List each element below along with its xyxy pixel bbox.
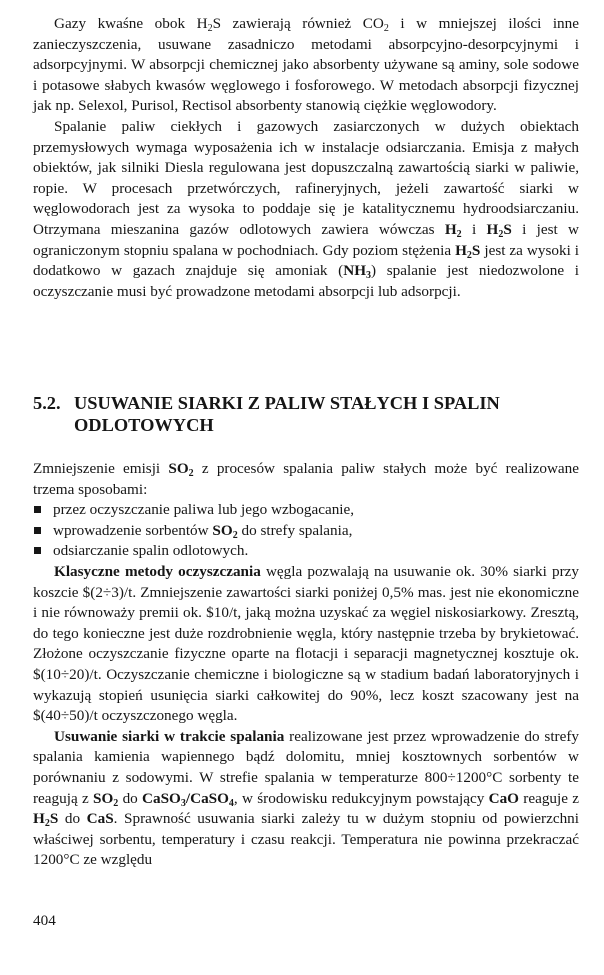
list-item-text: przez oczyszczanie paliwa lub jego wzbogacanie,	[53, 501, 355, 519]
page-number: 404	[33, 912, 56, 929]
bullet-square-icon	[34, 506, 41, 513]
section-number: 5.2.	[33, 393, 61, 413]
list-item	[33, 521, 579, 542]
intro-text	[33, 14, 579, 302]
bullet-square-icon	[34, 547, 41, 554]
cleaning-methods-paragraph: Klasyczne metody oczyszczania węgla pozwalają na usuwanie ok. 30% siarki przy koszcie $(2÷3)/t. Zmniejszenie zawartości siarki poniżej 0,5% mas. jest nie ekonomiczne i nie równoważy premii ok. $10/t, jaką można uzyskać za węgiel niskosiarkowy. Zresztą, do tego konieczne jest duże rozdrobnienie węgla, który następnie trzeba by brykietować. Złożone oczyszczanie fizyczne oparte na flotacji i separacji magnetycznej kosztuje ok. $(10÷20)/t. Oczyszczanie chemiczne i biologiczne są w stadium badań laboratoryjnych i wykazują stopień usunięcia siarki całkowitej do 90%, lecz koszt szacowany jest na $(40÷50)/t oczyszczonego węgla.	[33, 562, 579, 725]
section-title-line2: ODLOTOWYCH	[74, 415, 214, 435]
section-heading	[33, 392, 583, 436]
list-item	[33, 500, 579, 521]
list-item-text: odsiarczanie spalin odlotowych.	[53, 542, 249, 560]
intro-paragraph-1: Gazy kwaśne obok $H_2S$ zawierają również $CO_2$ i w mniejszej ilości inne zanieczyszczenia, usuwane zasadniczo metodami absorpcyjno-desorpcyjnymi i adsorpcyjnymi. W absorpcji chemicznej jako absorbenty używane są aminy, sole sodowe i potasowe słabych kwasów węglowego i fosforowego. W metodach absorpcji fizycznej jak np. Selexol, Purisol, Rectisol absorbenty stanowią ciężkie węglowodory.	[33, 15, 579, 115]
section-title-line1: USUWANIE SIARKI Z PALIW STAŁYCH I SPALIN	[74, 393, 500, 413]
list-item-text: wprowadzenie sorbentów $SO_2$ do strefy spalania,	[53, 521, 353, 541]
combustion-removal-paragraph: Usuwanie siarki w trakcie spalania realizowane jest przez wprowadzenie do strefy spalania kamienia wapiennego bądź dolomitu, mniej kosztownych sorbentów w porównaniu z sodowymi. W strefie spalania w temperaturze 800÷1200°C sorbenty te reagują z $SO_2$ do CaSO$_3$/CaSO$_4$, w środowisku redukcyjnym powstający CaO reaguje z $H_2S$ do CaS. Sprawność usuwania siarki zależy tu w dużym stopniu od powierzchni właściwej sorbentu, temperatury i czasu reakcji. Temperatura nie powinna przekraczać 1200°C ze względu	[33, 727, 580, 869]
list-item	[33, 541, 579, 562]
intro-paragraph-2: Spalanie paliw ciekłych i gazowych zasiarczonych w dużych obiektach przemysłowych wymaga wyposażenia ich w instalacje odsiarczania. Emisja z małych obiektów, jak silniki Diesla regulowana jest dopuszczalną zawartością siarki w paliwie, ropie. W procesach przetwórczych, rafineryjnych, jeżeli zawartość siarki w węglowodorach jest za wysoka to poddaje się je katalitycznemu hydroodsiarczaniu. Otrzymana mieszanina gazów odlotowych zawiera wówczas $H_2$ i $H_2S$ i jest w ograniczonym stopniu spalana w pochodniach. Gdy poziom stężenia $H_2S$ jest za wysoki i dodatkowo w gazach znajduje się amoniak $(NH_3)$ spalanie jest niedozwolone i oczyszczanie musi być prowadzone metodami absorpcji lub adsorpcji.	[33, 117, 580, 300]
section-body	[33, 459, 579, 871]
section-lead: Zmniejszenie emisji $SO_2$ z procesów spalania paliw stałych może być realizowane trzema sposobami:	[33, 460, 580, 498]
bullet-square-icon	[34, 527, 41, 534]
method-list	[33, 500, 579, 562]
